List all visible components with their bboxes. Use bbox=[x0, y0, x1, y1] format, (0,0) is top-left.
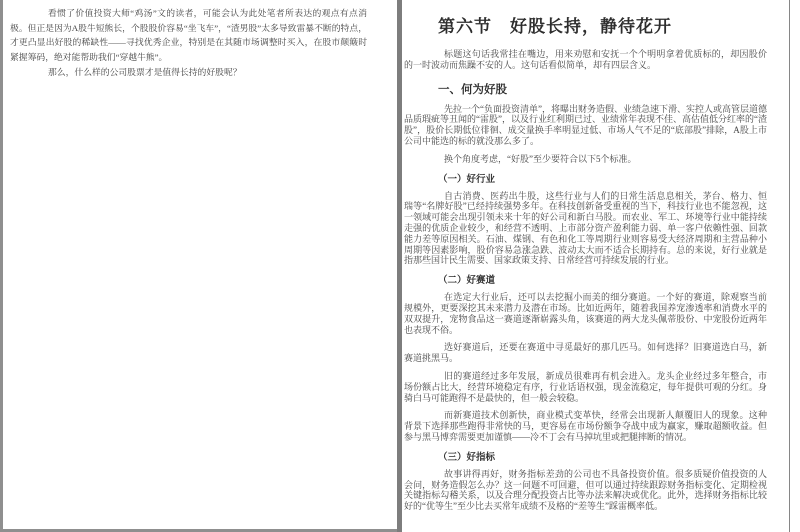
subsection-heading-industry: （一）好行业 bbox=[438, 174, 496, 185]
page-right bbox=[402, 0, 790, 532]
page-left bbox=[0, 0, 397, 532]
track-paragraph-2: 选好赛道后，还要在赛道中寻觅最好的那几匹马。如何选择？旧赛道选白马，新赛道挑黑马。 bbox=[404, 342, 767, 364]
industry-paragraph: 自古消费、医药出牛股，这些行业与人们的日常生活息息相关，茅台、格力、恒瑞等“名牌好股”已经持续强势多年。在科技创新备受重视的当下，科技行业也不能忽视，这一领域可能会出现引领未来十年的好公司和新白马股。而农业、军工、环境等行业中能持续走强的优质企业较少，和经营不透明、上市部分资产盈利能力弱、单一客户依赖性强、回款能力差等原因相关。石油、煤钢、有色和化工等周期行业则容易受大经济周期和主营品种小周期等因素影响，股价容易急涨急跌、波动太大而不适合长期持有。总的来说，好行业就是指那些国计民生需要、国家政策支持、日常经营可持续发展的行业。 bbox=[404, 190, 767, 266]
track-paragraph-4: 而新赛道技术创新快，商业模式变革快，经常会出现新人颠覆旧人的现象。这种背景下选择那些跑得非常快的马，更容易在市场份额争夺战中成为赢家，赚取超额收益。但参与黑马博弈需要更加谨慎——冷不丁会有马掉坑里或把腿摔断的情况。 bbox=[404, 410, 767, 442]
left-paragraph-2: 那么，什么样的公司股票才是值得长持的好股呢？ bbox=[48, 66, 242, 77]
track-paragraph-1: 在选定大行业后，还可以去挖掘小而美的细分赛道。一个好的赛道，除观察当前规模外，更要深挖其未来潜力及潜在市场。比如近两年，随着我国养宠渗透率和消费水平的双双提升，宠物食品这一赛道逐渐崭露头角，该赛道的两大龙头佩蒂股份、中宠股份近两年也表现不俗。 bbox=[404, 292, 767, 335]
track-paragraph-3: 旧的赛道经过多年发展，新成员很难再有机会进入。龙头企业经过多年整合，市场份额占比大，经营环境稳定有序，行业话语权强，现金流稳定，每年提供可观的分红。身骑白马可能跑得不是最快的，但一般会较稳。 bbox=[404, 370, 767, 403]
section1-paragraph-1: 先拉一个“负面投资清单”，将曝出财务造假、业绩急速下滑、实控人或高管层道德品质瑕疵等丑闻的“雷股”，以及行业红利期已过、业绩常年表现不佳、高估值低分红率的“渣股”，股价长期低位徘徊、成交量换手率明显过低、市场人气不足的“底部股”排除，A股上市公司中能选的标的就没那么多了。 bbox=[404, 103, 767, 146]
indicators-paragraph: 故事讲得再好，财务指标差劲的公司也不具备投资价值。很多质疑价值投资的人会问，财务造假怎么办？这一问题不可回避，但可以通过持续跟踪财务指标变化、定期检视关键指标勾稽关系，以及合理分配投资占比等办法来解决或优化。此外，选择财务指标比较好的“优等生”至少比去买常年成绩不及格的“差等生”踩雷概率低。 bbox=[404, 468, 767, 512]
chapter-title: 第六节 好股长持，静待花开 bbox=[438, 17, 672, 36]
section-heading-1: 一、何为好股 bbox=[438, 83, 507, 96]
left-paragraph-1: 看惯了价值投资大师“鸡汤”文的读者，可能会认为此处笔者所表达的观点有点消极。但正是因为A股牛短熊长，个股股价容易“坐飞车”，“渣男股”太多导致雷暴不断的特点，才更凸显出好股的稀缺性——寻找优秀企业，特别是在其随市场调整时买入，在股市颠簸时紧握筹码，绝对能帮助我们“穿越牛熊”。 bbox=[10, 8, 367, 63]
subsection-heading-track: （二）好赛道 bbox=[438, 276, 496, 287]
chapter-intro-paragraph: 标题这句话我常挂在嘴边，用来劝慰和安抚一个个明明拿着优质标的，却因股价的一时波动而焦躁不安的人。这句话看似简单，却有四层含义。 bbox=[404, 49, 767, 70]
section1-paragraph-2: 换个角度考虑，“好股”至少要符合以下5个标准。 bbox=[444, 153, 637, 164]
subsection-heading-indicators: （三）好指标 bbox=[438, 452, 496, 463]
